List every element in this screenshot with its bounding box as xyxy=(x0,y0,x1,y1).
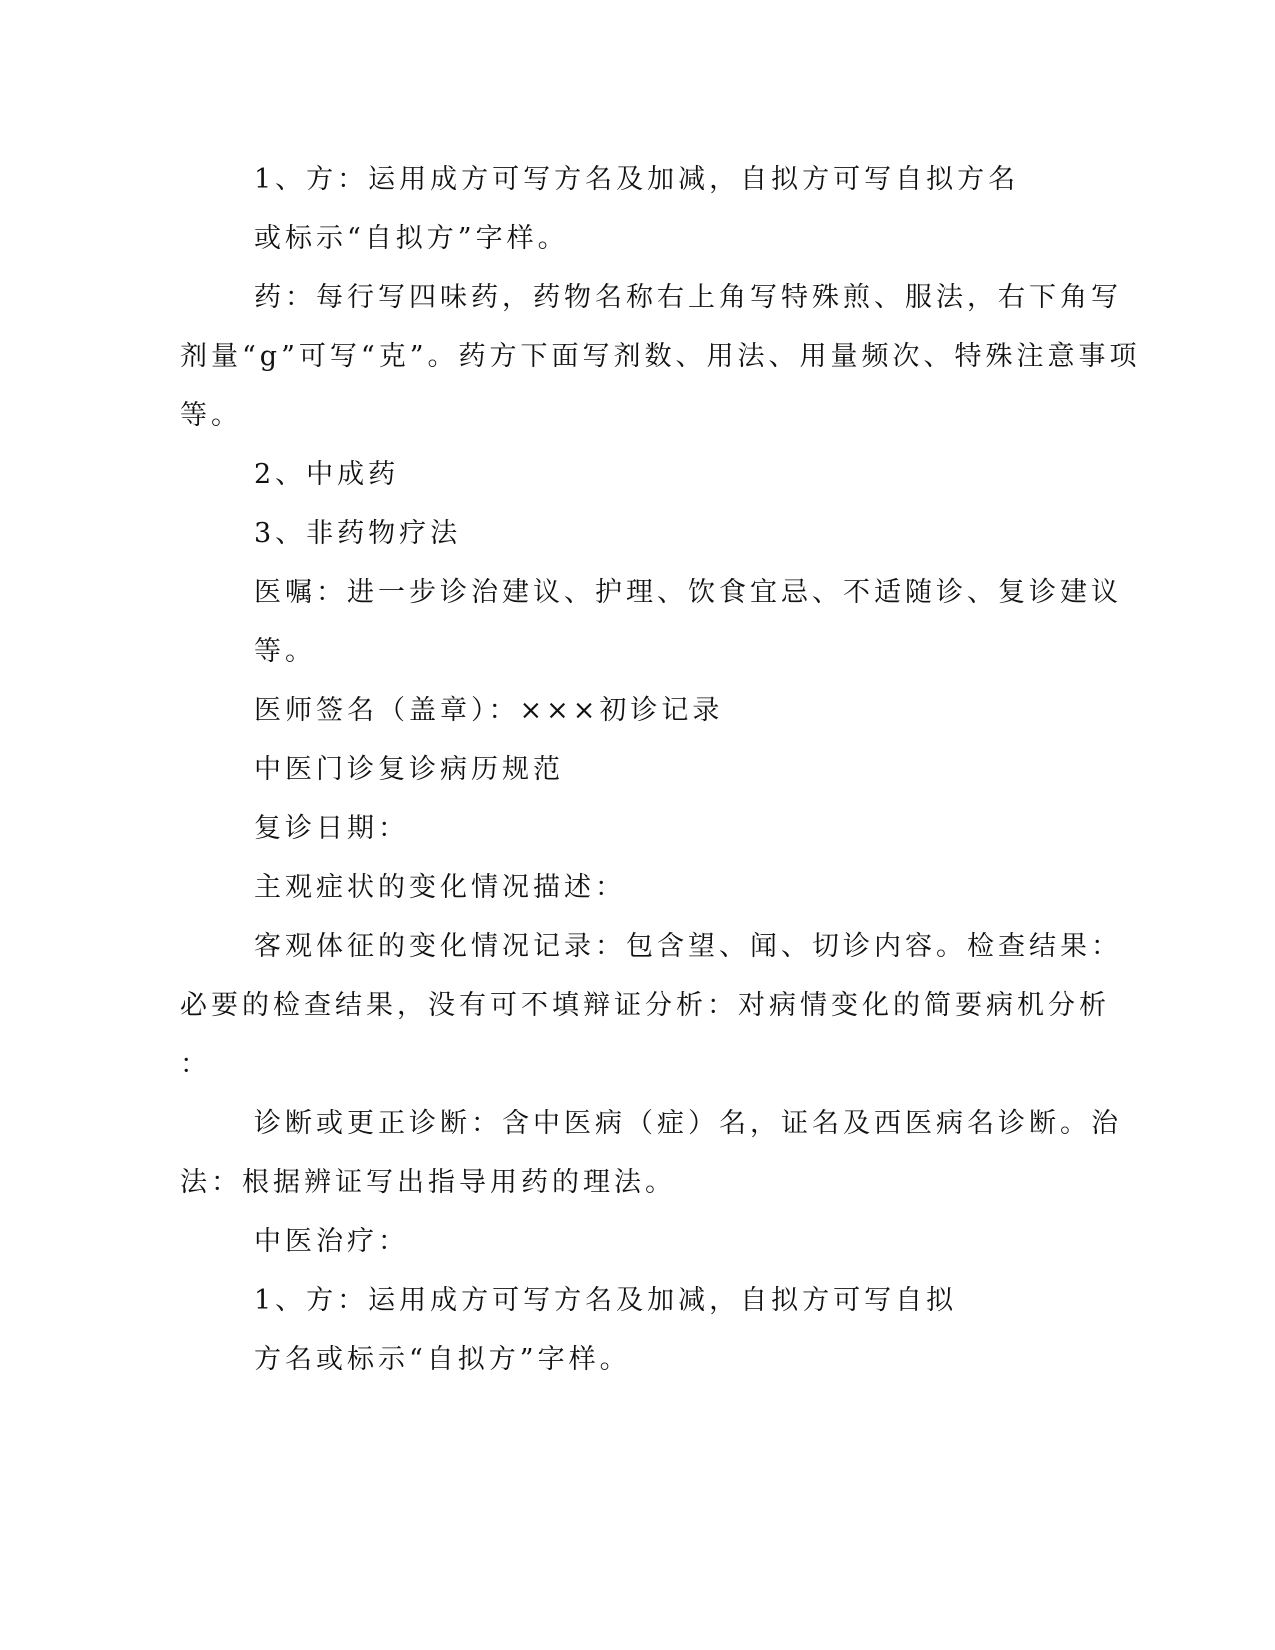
text-line: 等。 xyxy=(254,636,316,667)
text-line: 医师签名（盖章）：×××初诊记录 xyxy=(254,695,724,726)
text-line: 1、方：运用成方可写方名及加减，自拟方可写自拟 xyxy=(254,1285,958,1316)
section-heading: 中医门诊复诊病历规范 xyxy=(254,754,564,785)
text-line: 必要的检查结果，没有可不填辩证分析：对病情变化的简要病机分析 xyxy=(180,990,1110,1021)
text-line: 2、中成药 xyxy=(254,459,400,490)
text-line: 法：根据辨证写出指导用药的理法。 xyxy=(180,1167,676,1198)
text-line: 剂量“g”可写“克”。药方下面写剂数、用法、用量频次、特殊注意事项 xyxy=(180,341,1141,372)
text-line: 医嘱：进一步诊治建议、护理、饮食宜忌、不适随诊、复诊建议 xyxy=(254,577,1122,608)
text-line: 客观体征的变化情况记录：包含望、闻、切诊内容。检查结果： xyxy=(254,931,1122,962)
text-line: 方名或标示“自拟方”字样。 xyxy=(254,1344,631,1375)
text-line: 主观症状的变化情况描述： xyxy=(254,872,626,903)
text-line: 诊断或更正诊断：含中医病（症）名，证名及西医病名诊断。治 xyxy=(254,1108,1122,1139)
text-line: 等。 xyxy=(180,400,242,431)
text-line: 或标示“自拟方”字样。 xyxy=(254,223,569,254)
text-line: 药：每行写四味药，药物名称右上角写特殊煎、服法，右下角写 xyxy=(254,282,1122,313)
text-line: 3、非药物疗法 xyxy=(254,518,462,549)
text-line: 复诊日期： xyxy=(254,813,409,844)
text-line: ： xyxy=(180,1049,211,1080)
text-line: 中医治疗： xyxy=(254,1226,409,1257)
text-line: 1、方：运用成方可写方名及加减，自拟方可写自拟方名 xyxy=(254,164,1020,195)
